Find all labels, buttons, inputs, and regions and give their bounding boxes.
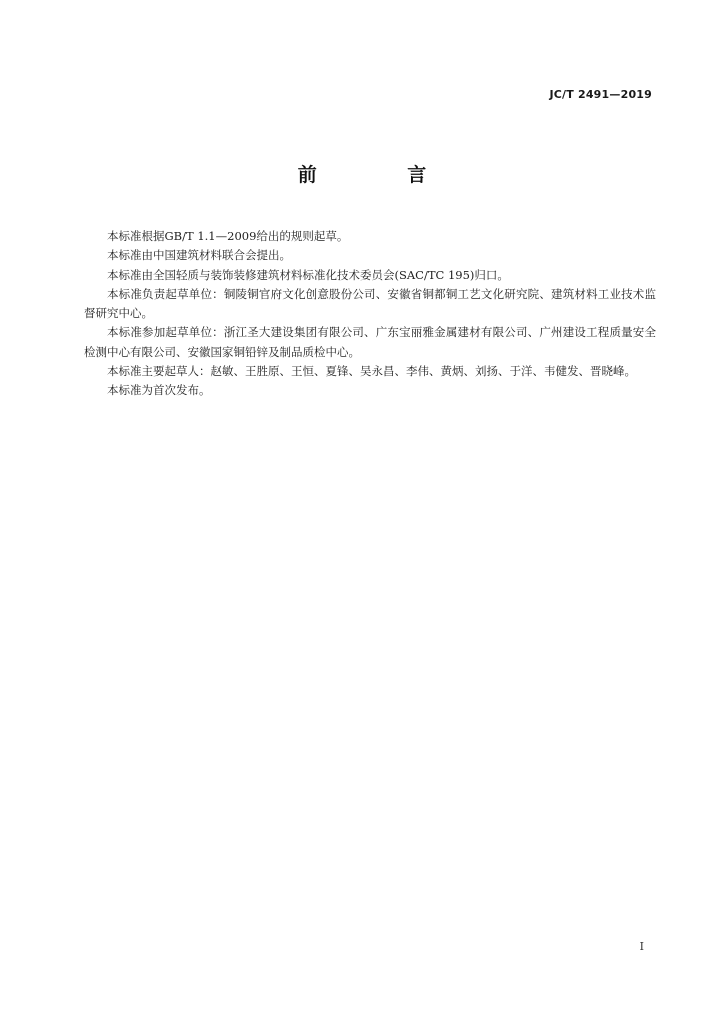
paragraph-lead-drafters: 本标准负责起草单位：铜陵铜官府文化创意股份公司、安徽省铜都铜工艺文化研究院、建筑材料工业技术监督研究中心。 <box>84 286 656 321</box>
page-number: I <box>639 940 644 953</box>
standard-number: JC/T 2491—2019 <box>549 88 652 101</box>
paragraph-proposer: 本标准由中国建筑材料联合会提出。 <box>107 248 291 263</box>
foreword-body <box>84 227 656 401</box>
paragraph-first-release: 本标准为首次发布。 <box>107 383 211 398</box>
paragraph-administration: 本标准由全国轻质与装饰装修建筑材料标准化技术委员会(SAC/TC 195)归口。 <box>107 267 509 282</box>
section-title: 前 言 <box>297 164 469 186</box>
paragraph-main-drafters: 本标准主要起草人：赵敏、王胜原、王恒、夏锋、吴永昌、李伟、黄炳、刘扬、于洋、韦健发、晋晓峰。 <box>107 364 636 379</box>
paragraph-drafting-rules: 本标准根据GB/T 1.1—2009给出的规则起草。 <box>107 229 349 243</box>
paragraph-participating-drafters: 本标准参加起草单位：浙江圣大建设集团有限公司、广东宝丽雅金属建材有限公司、广州建设工程质量安全检测中心有限公司、安徽国家铜铅锌及制品质检中心。 <box>84 325 656 359</box>
